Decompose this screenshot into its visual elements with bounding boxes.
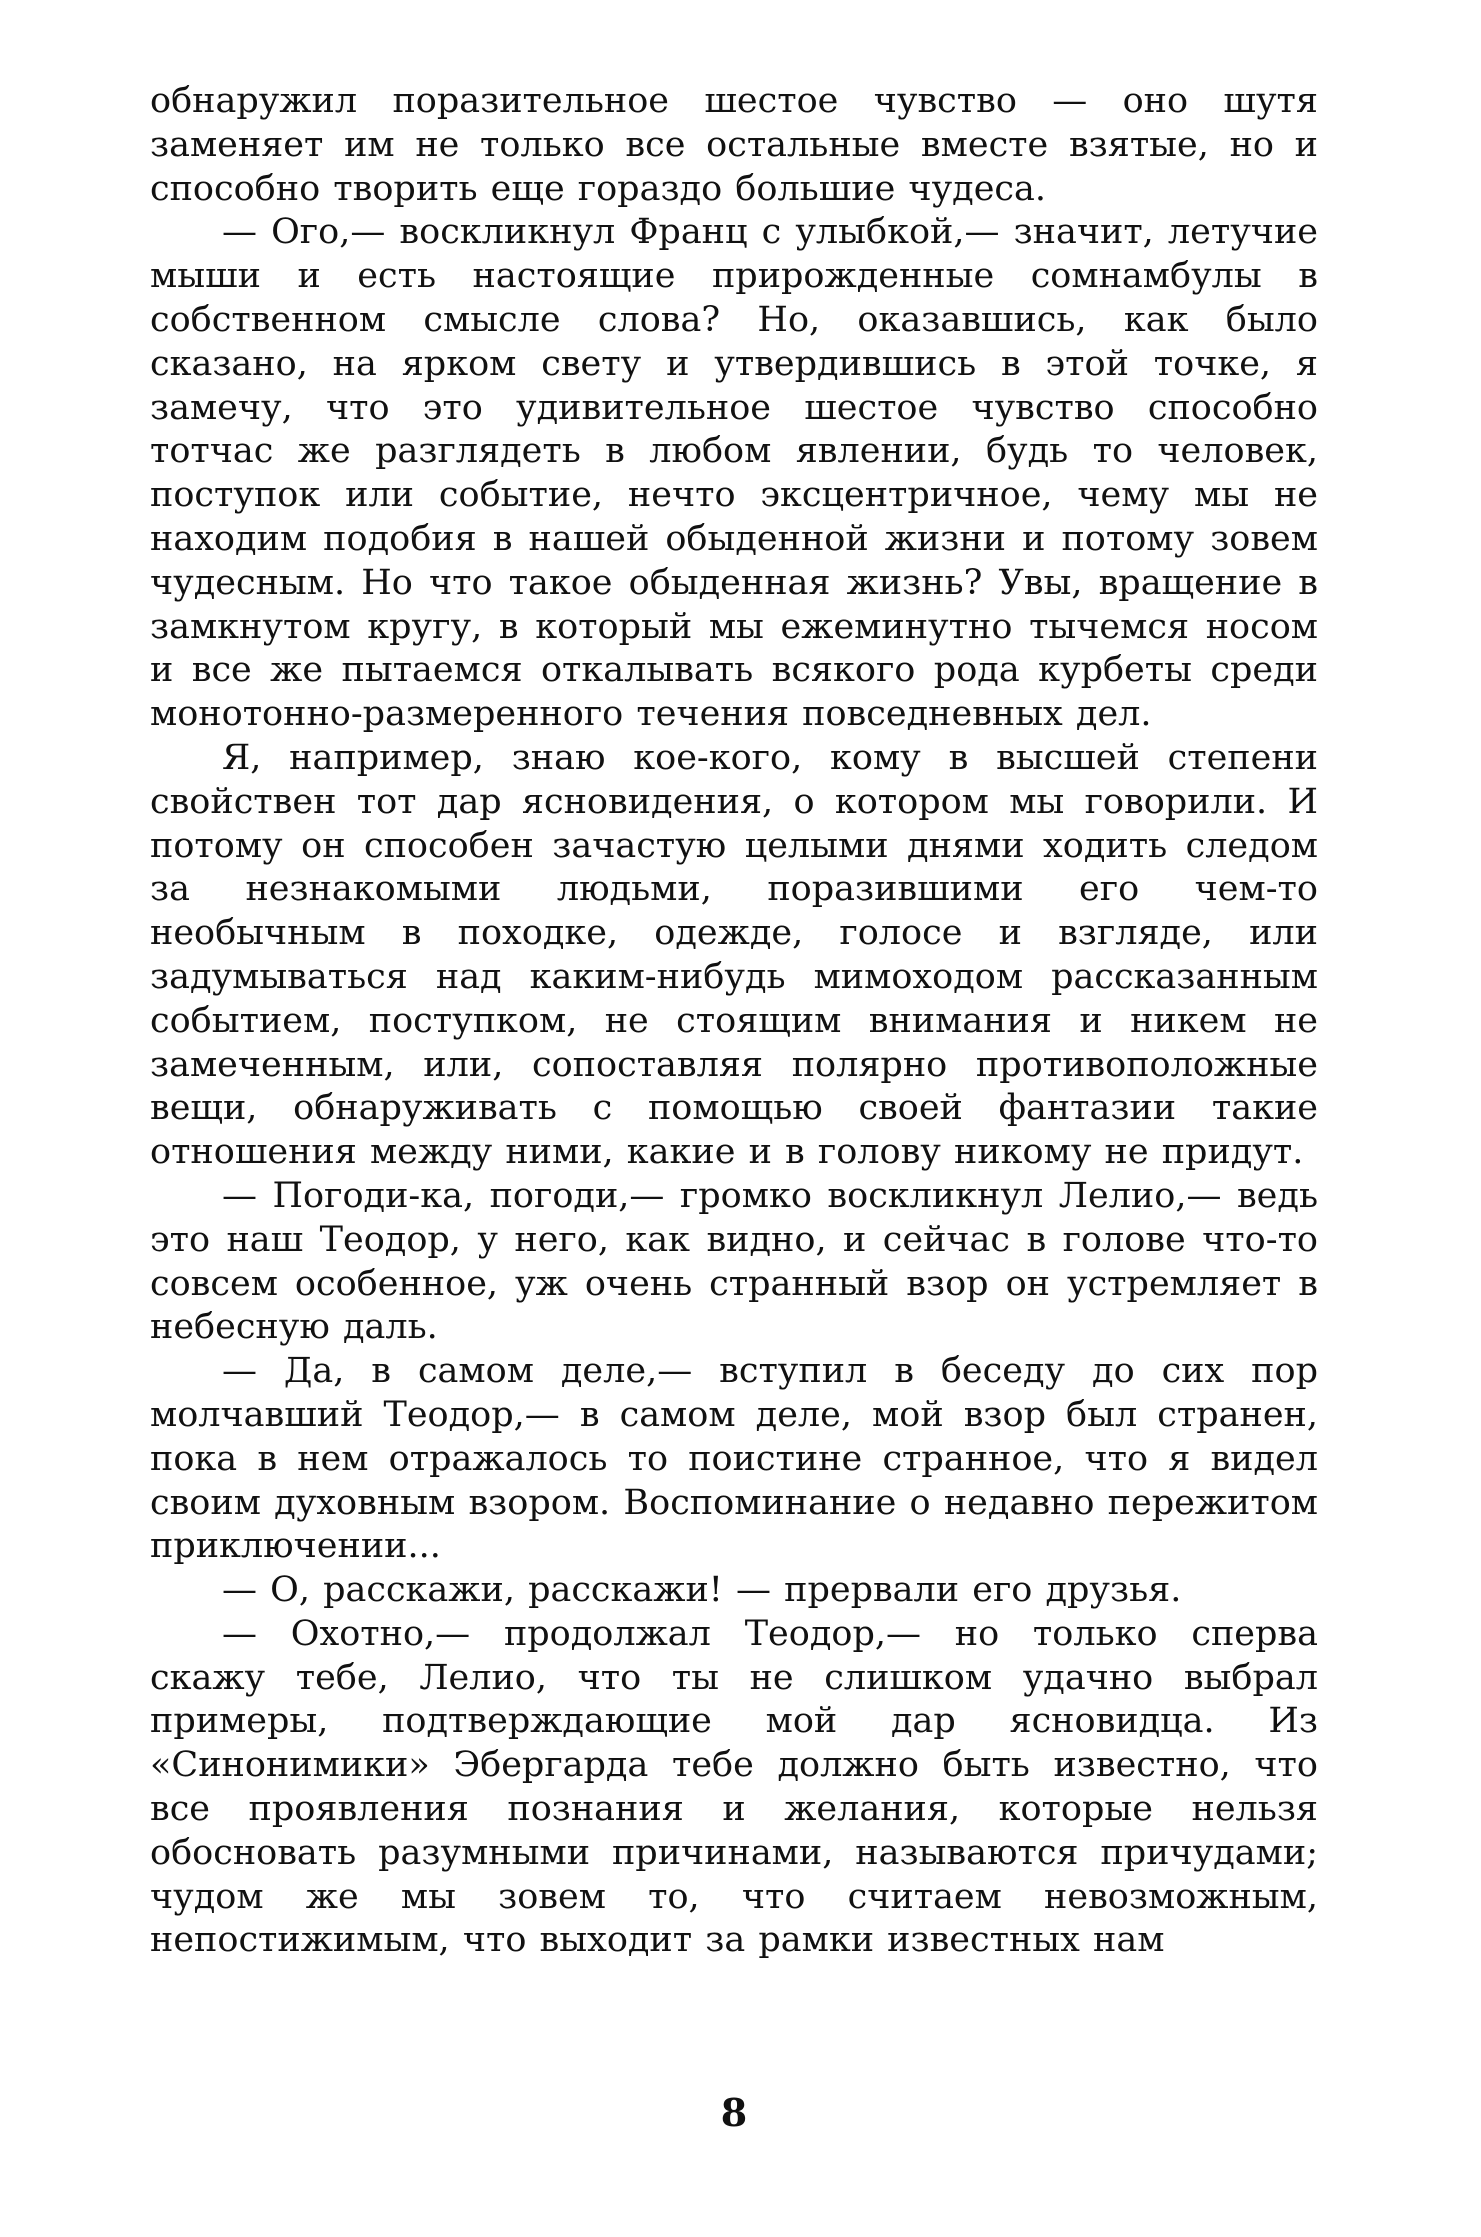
body-text (150, 80, 1318, 1963)
paragraph-1: обнаружил поразительное шестое чувство — оно шутя заменяет им не только все остальные вместе взятые, но и способно творить еще гораздо большие чудеса. (150, 81, 1318, 209)
paragraph-7: — Охотно,— продолжал Теодор,— но только сперва скажу тебе, Лелио, что ты не слишком удачно выбрал примеры, подтверждающие мой дар ясновидца. Из «Синонимики» Эбергарда тебе должно быть известно, что все проявления познания и желания, которые нельзя обосновать разумными причинами, называются причудами; чудом же мы зовем то, что считаем невозможным, непостижимым, что выходит за рамки известных нам (150, 1613, 1318, 1961)
paragraph-4: — Погоди-ка, погоди,— громко воскликнул Лелио,— ведь это наш Теодор, у него, как видно, и сейчас в голове что-то совсем особенное, уж очень странный взор он устремляет в небесную даль. (150, 1175, 1318, 1348)
paragraph-5: — Да, в самом деле,— вступил в беседу до сих пор молчавший Теодор,— в самом деле, мой взор был странен, пока в нем отражалось то поистине странное, что я видел своим духовным взором. Воспоминание о недавно пережитом приключении... (150, 1351, 1318, 1567)
paragraph-6: — О, расскажи, расскажи! — прервали его друзья. (222, 1570, 1182, 1611)
paragraph-2: — Ого,— воскликнул Франц с улыбкой,— значит, летучие мыши и есть настоящие прирожденные сомнамбулы в собственном смысле слова? Но, оказавшись, как было сказано, на ярком свету и утвердившись в этой точке, я замечу, что это удивительное шестое чувство способно тотчас же разглядеть в любом явлении, будь то человек, поступок или событие, нечто эксцентричное, чему мы не находим подобия в нашей обыденной жизни и потому зовем чудесным. Но что такое обыденная жизнь? Увы, вращение в замкнутом кругу, в который мы ежеминутно тычемся носом и все же пытаемся откалывать всякого рода курбеты среди монотонно-размеренного течения повседневных дел. (150, 212, 1318, 735)
page-number: 8 (720, 2090, 748, 2135)
book-page (150, 80, 1318, 2180)
paragraph-3: Я, например, знаю кое-кого, кому в высшей степени свойствен тот дар ясновидения, о котором мы говорили. И потому он способен зачастую целыми днями ходить следом за незнакомыми людьми, поразившими его чем-то необычным в походке, одежде, голосе и взгляде, или задумываться над каким-нибудь мимоходом рассказанным событием, поступком, не стоящим внимания и никем не замеченным, или, сопоставляя полярно противоположные вещи, обнаруживать с помощью своей фантазии такие отношения между ними, какие и в голову никому не придут. (150, 737, 1318, 1173)
